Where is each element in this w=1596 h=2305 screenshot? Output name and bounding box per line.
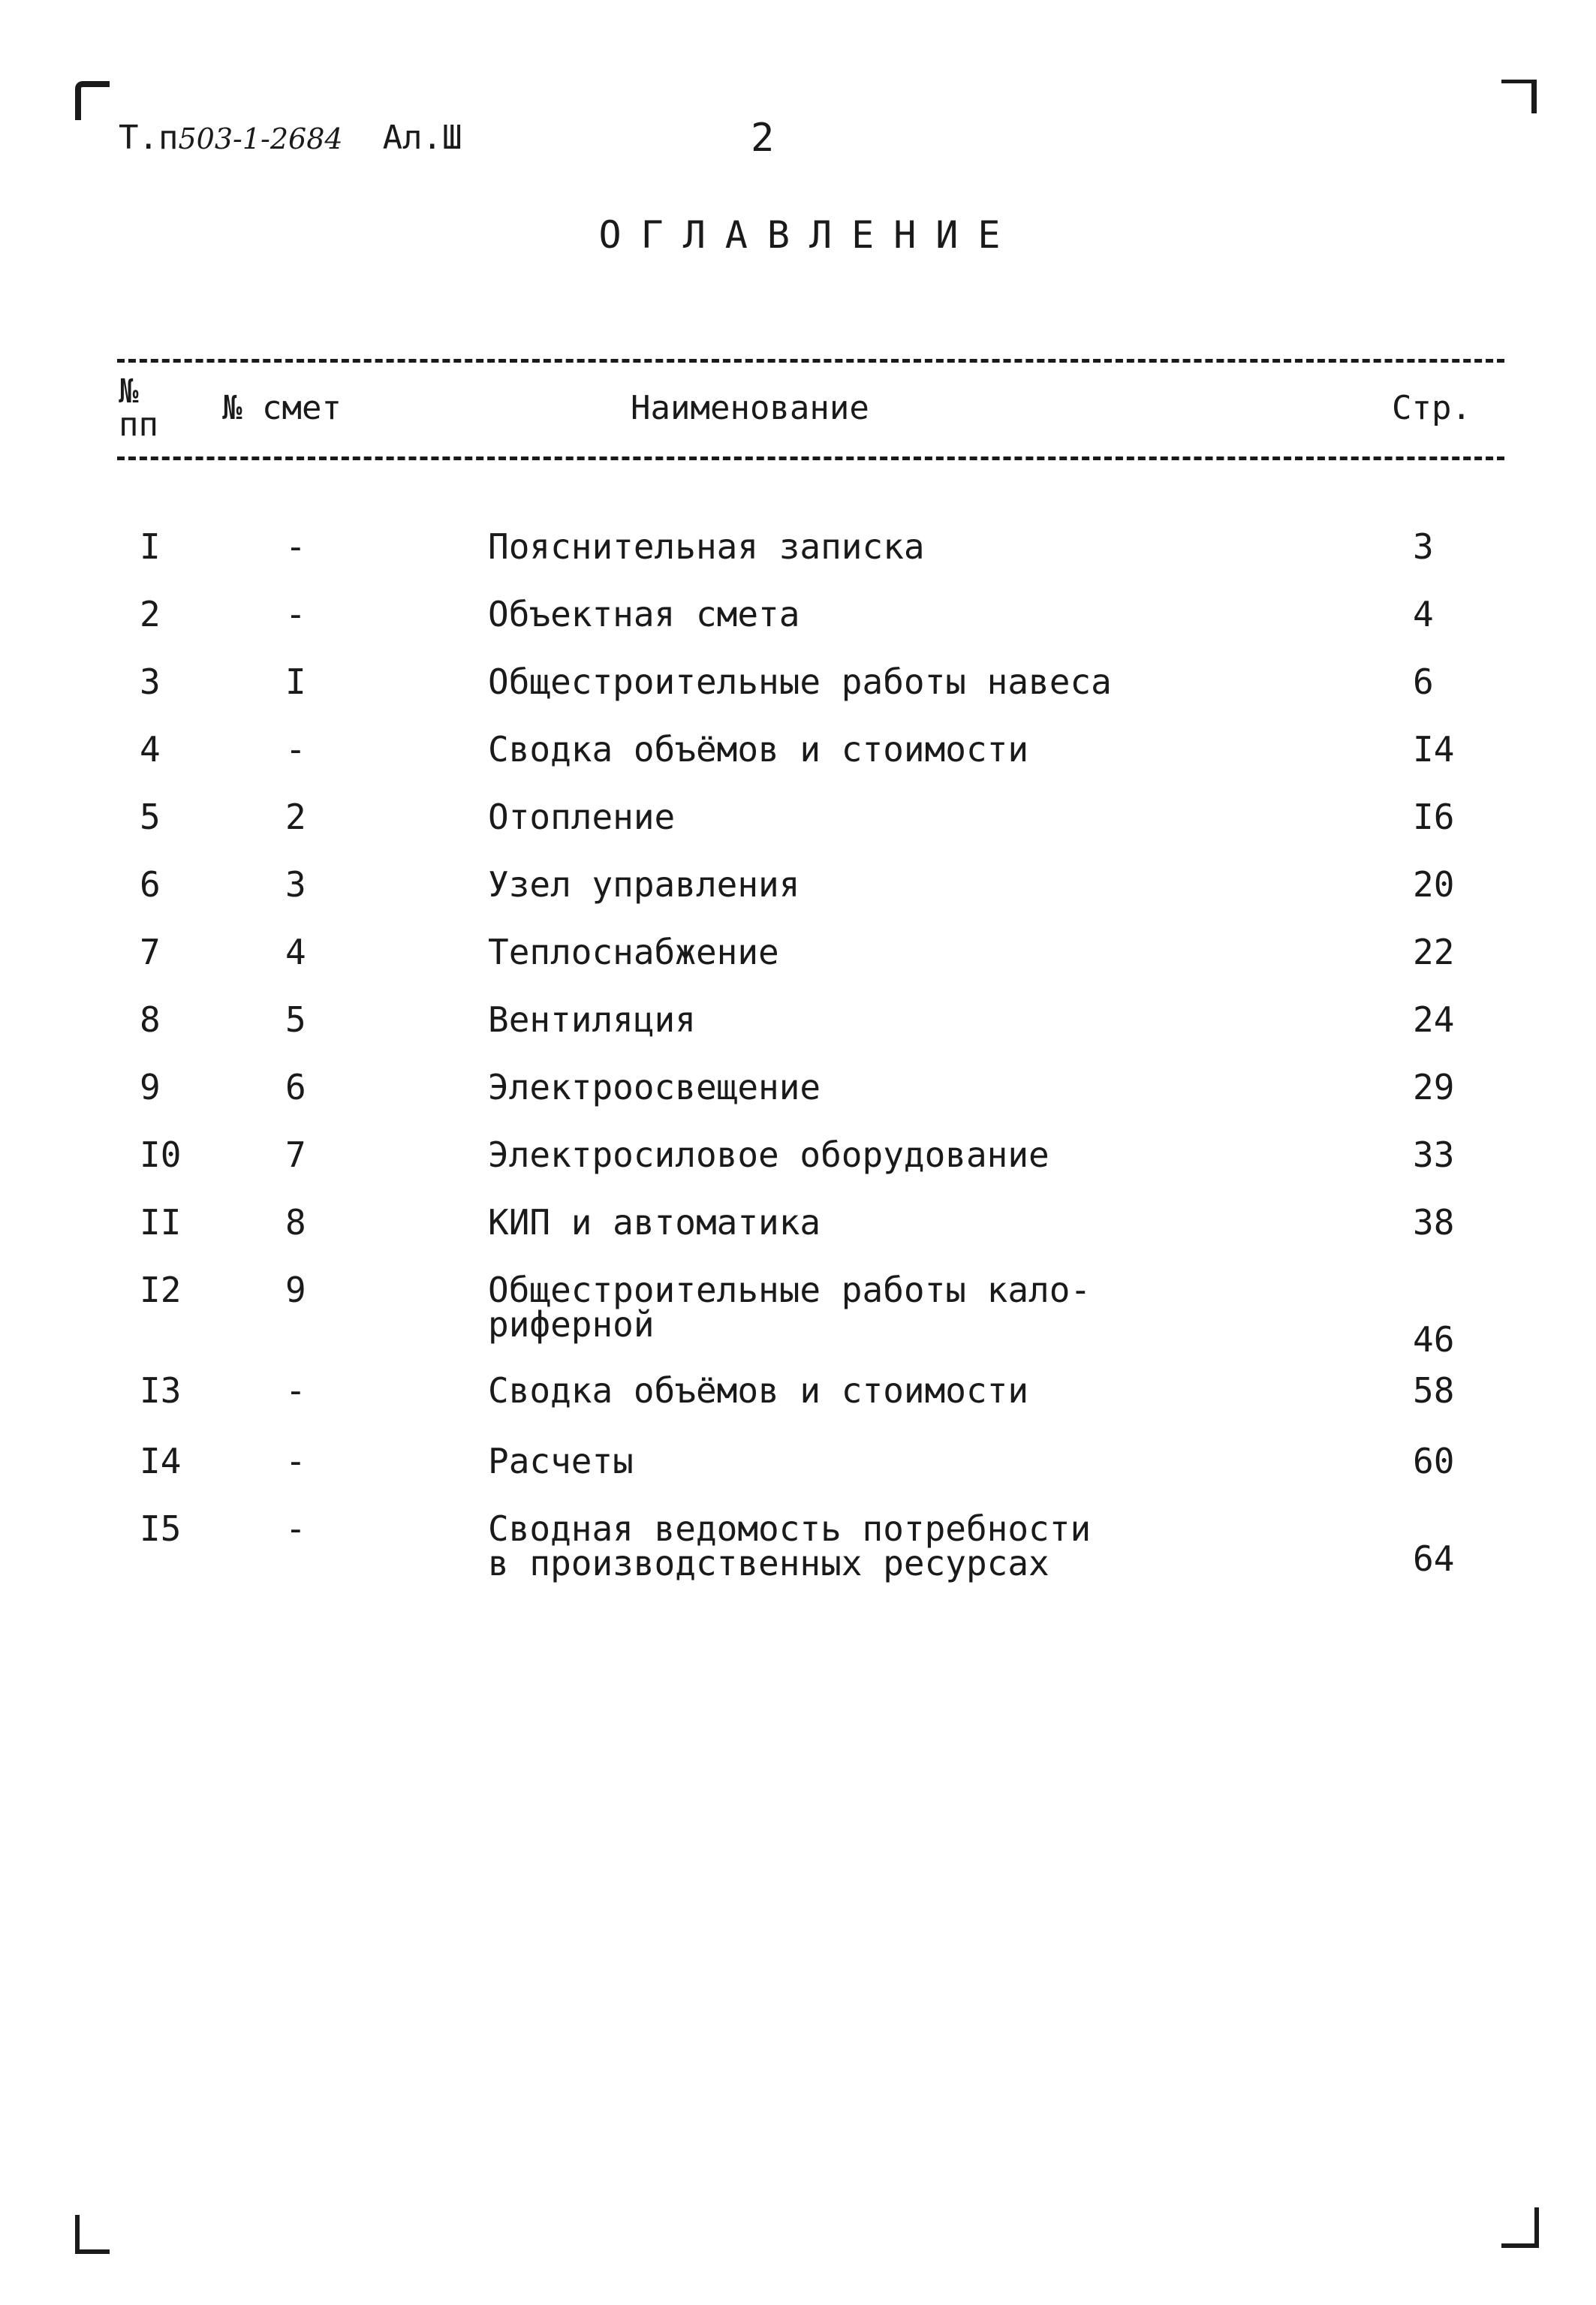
page-number: 2 — [751, 116, 775, 161]
row-number: 8 — [140, 999, 161, 1040]
toc-row — [0, 1067, 1596, 1116]
row-page: 22 — [1413, 932, 1455, 972]
column-header-estimate: № смет — [222, 389, 342, 427]
row-name: Общестроительные работы кало- — [488, 1270, 1092, 1310]
row-estimate: - — [285, 594, 306, 634]
row-estimate: 3 — [285, 864, 306, 905]
row-estimate: 2 — [285, 797, 306, 837]
row-estimate: - — [285, 1370, 306, 1411]
row-estimate: 8 — [285, 1202, 306, 1243]
corner-mark-top-right — [1501, 80, 1537, 113]
corner-mark-bottom-left — [75, 2215, 110, 2254]
corner-mark-top-left — [75, 81, 110, 120]
row-page: 6 — [1413, 661, 1434, 702]
row-number: I5 — [140, 1508, 182, 1549]
toc-row — [0, 1441, 1596, 1490]
row-number: 2 — [140, 594, 161, 634]
row-name-continued: риферной — [488, 1304, 655, 1345]
row-estimate: 7 — [285, 1134, 306, 1175]
table-header-rule — [117, 456, 1504, 460]
corner-mark-bottom-right — [1501, 2207, 1539, 2248]
row-name: Узел управления — [488, 864, 800, 905]
row-estimate: - — [285, 526, 306, 567]
row-name: Сводка объёмов и стоимости — [488, 1370, 1029, 1411]
row-estimate: 9 — [285, 1270, 306, 1310]
toc-row — [0, 1370, 1596, 1419]
row-number: II — [140, 1202, 182, 1243]
row-estimate: - — [285, 729, 306, 770]
row-name: Общестроительные работы навеса — [488, 661, 1112, 702]
toc-row — [0, 1202, 1596, 1251]
row-page: I4 — [1413, 729, 1455, 770]
row-number: 5 — [140, 797, 161, 837]
row-name: Объектная смета — [488, 594, 800, 634]
row-page: 38 — [1413, 1202, 1455, 1243]
toc-row — [0, 729, 1596, 778]
row-number: I0 — [140, 1134, 182, 1175]
column-header-name: Наименование — [631, 389, 869, 427]
row-number: I — [140, 526, 161, 567]
row-page: 60 — [1413, 1441, 1455, 1481]
toc-row — [0, 594, 1596, 643]
column-header-number-line2: пп — [119, 405, 158, 444]
toc-row — [0, 661, 1596, 710]
page-title: ОГЛАВЛЕНИЕ — [598, 213, 1020, 257]
doc-prefix: Т.п — [119, 119, 179, 157]
row-name: Вентиляция — [488, 999, 696, 1040]
row-name: Расчеты — [488, 1441, 634, 1481]
row-page: 33 — [1413, 1134, 1455, 1175]
row-number: I2 — [140, 1270, 182, 1310]
row-estimate: - — [285, 1508, 306, 1549]
row-name: Электросиловое оборудование — [488, 1134, 1049, 1175]
column-header-number-line1: № — [119, 372, 139, 411]
row-number: 6 — [140, 864, 161, 905]
row-number: 3 — [140, 661, 161, 702]
toc-row — [0, 1270, 1596, 1363]
table-top-rule — [117, 359, 1504, 363]
row-estimate: I — [285, 661, 306, 702]
row-name-continued: в производственных ресурсах — [488, 1543, 1049, 1583]
row-page: 29 — [1413, 1067, 1455, 1107]
row-number: I4 — [140, 1441, 182, 1481]
row-page: 3 — [1413, 526, 1434, 567]
toc-row — [0, 797, 1596, 845]
toc-row — [0, 932, 1596, 981]
column-header-number — [119, 372, 158, 444]
row-number: I3 — [140, 1370, 182, 1411]
toc-row — [0, 1508, 1596, 1602]
column-header-page: Стр. — [1392, 389, 1471, 427]
row-name: Сводная ведомость потребности — [488, 1508, 1092, 1549]
row-name: Теплоснабжение — [488, 932, 779, 972]
row-name: Сводка объёмов и стоимости — [488, 729, 1029, 770]
toc-row — [0, 999, 1596, 1048]
row-number: 7 — [140, 932, 161, 972]
row-estimate: 6 — [285, 1067, 306, 1107]
album-label: Ал.Ш — [382, 119, 462, 157]
row-number: 9 — [140, 1067, 161, 1107]
row-number: 4 — [140, 729, 161, 770]
row-page: 20 — [1413, 864, 1455, 905]
row-page: 64 — [1413, 1538, 1455, 1579]
row-name: Пояснительная записка — [488, 526, 925, 567]
row-estimate: - — [285, 1441, 306, 1481]
document-code — [119, 119, 462, 157]
toc-row — [0, 1134, 1596, 1183]
row-page: 46 — [1413, 1319, 1455, 1360]
row-estimate: 5 — [285, 999, 306, 1040]
row-name: КИП и автоматика — [488, 1202, 821, 1243]
toc-row — [0, 526, 1596, 575]
doc-number: 503-1-2684 — [178, 122, 343, 155]
row-page: 58 — [1413, 1370, 1455, 1411]
row-page: I6 — [1413, 797, 1455, 837]
row-name: Отопление — [488, 797, 676, 837]
row-estimate: 4 — [285, 932, 306, 972]
row-page: 4 — [1413, 594, 1434, 634]
row-page: 24 — [1413, 999, 1455, 1040]
row-name: Электроосвещение — [488, 1067, 821, 1107]
toc-row — [0, 864, 1596, 913]
